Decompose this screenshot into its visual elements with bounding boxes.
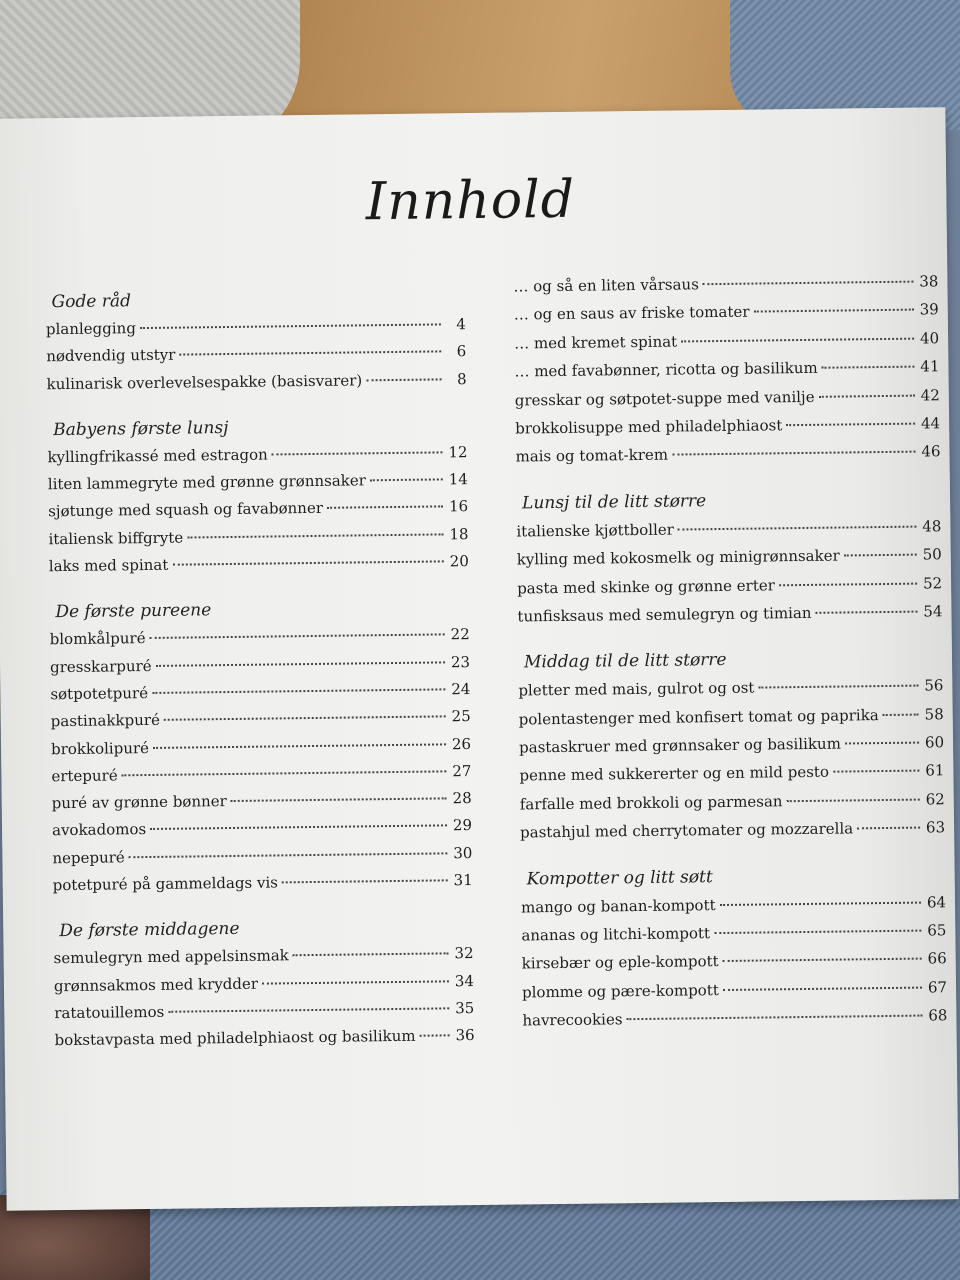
entry-page-number: 63 — [925, 818, 946, 837]
entry-label: ratatouillemos — [54, 1002, 165, 1023]
dot-leader — [678, 525, 917, 530]
entry-page-number: 66 — [927, 949, 947, 968]
dot-leader — [164, 716, 446, 721]
dot-leader — [720, 901, 921, 905]
toc-entry — [54, 1022, 474, 1054]
dot-leader — [883, 713, 919, 715]
entry-page-number: 62 — [925, 790, 945, 809]
section-heading: Lunsj til de litt større — [521, 490, 707, 514]
dot-leader — [156, 661, 445, 667]
toc-left-column — [45, 283, 475, 1073]
entry-page-number: 35 — [455, 998, 475, 1018]
toc-entry — [517, 597, 942, 631]
section-heading: Kompotter og litt søtt — [526, 866, 713, 890]
dot-leader — [152, 688, 445, 694]
dot-leader — [231, 798, 447, 803]
entry-label: blomkålpuré — [49, 629, 146, 649]
entry-label: … og en saus av friske tomater — [513, 303, 750, 324]
dot-leader — [150, 634, 445, 640]
dot-leader — [370, 479, 443, 482]
entry-page-number: 8 — [456, 369, 467, 388]
entry-label: polentastenger med konfisert tomat og paprika — [518, 705, 879, 729]
dot-leader — [153, 743, 446, 749]
section-heading: De første middagene — [59, 919, 240, 942]
section-heading: De første pureene — [55, 600, 212, 623]
toc-section — [513, 267, 940, 471]
entry-page-number: 40 — [919, 329, 940, 348]
dot-leader — [172, 560, 444, 565]
entry-label: ananas og litchi-kompott — [521, 924, 711, 945]
entry-label: pastinakkpuré — [50, 711, 161, 731]
dot-leader — [681, 337, 914, 342]
entry-page-number: 36 — [455, 1026, 475, 1045]
toc-section — [516, 484, 943, 631]
entry-label: pastaskruer med grønnsaker og basilikum — [518, 734, 841, 757]
dot-leader — [168, 1007, 449, 1012]
entry-label: laks med spinat — [48, 555, 169, 576]
dot-leader — [758, 685, 918, 689]
dot-leader — [672, 451, 915, 456]
dot-leader — [753, 309, 913, 313]
entry-label: sjøtunge med squash og favabønner — [48, 499, 324, 521]
toc-entry — [520, 814, 945, 848]
entry-label: havrecookies — [522, 1010, 623, 1030]
entry-page-number: 34 — [454, 971, 475, 990]
entry-page-number: 12 — [448, 442, 468, 462]
entry-page-number: 26 — [451, 734, 472, 753]
entry-page-number: 14 — [448, 470, 468, 489]
entry-label: … og så en liten vårsaus — [513, 275, 699, 296]
entry-label: avokadomos — [51, 820, 147, 840]
toc-entry — [53, 867, 473, 899]
entry-label: gresskar og søtpotet-suppe med vanilje — [514, 387, 815, 410]
book-page — [0, 107, 959, 1211]
entry-label: … med favabønner, ricotta og basilikum — [514, 358, 818, 381]
entry-label: tunfisksaus med semulegryn og timian — [517, 603, 812, 626]
entry-page-number: 32 — [454, 944, 474, 963]
entry-page-number: 44 — [920, 414, 941, 433]
entry-label: kulinarisk overlevelsespakke (basisvarer) — [46, 370, 363, 393]
entry-page-number: 65 — [927, 921, 947, 940]
entry-page-number: 29 — [452, 816, 473, 835]
dot-leader — [150, 825, 447, 831]
entry-label: semulegryn med appelsinsmak — [53, 946, 289, 968]
entry-label: italiensk biffgryte — [48, 528, 184, 548]
entry-label: pletter med mais, gulrot og ost — [518, 678, 755, 700]
entry-page-number: 48 — [922, 517, 942, 536]
entry-page-number: 22 — [450, 625, 470, 644]
entry-page-number: 50 — [922, 545, 942, 564]
entry-page-number: 56 — [924, 676, 944, 695]
entry-page-number: 20 — [449, 552, 469, 571]
entry-page-number: 28 — [452, 789, 472, 808]
entry-label: kylling med kokosmelk og minigrønnsaker — [516, 546, 840, 569]
dot-leader — [857, 827, 920, 830]
entry-page-number: 4 — [456, 315, 467, 334]
toc-entry — [515, 438, 940, 472]
dot-leader — [187, 533, 443, 538]
section-heading: Middag til de litt større — [523, 650, 727, 673]
entry-page-number: 61 — [925, 761, 945, 780]
entry-page-number: 38 — [919, 272, 939, 291]
entry-label: bokstavpasta med philadelphiaost og basilikum — [54, 1027, 416, 1050]
toc-entry — [49, 548, 469, 580]
entry-page-number: 39 — [919, 300, 939, 319]
entry-label: liten lammegryte med grønne grønnsaker — [47, 471, 366, 494]
entry-label: puré av grønne bønner — [51, 792, 227, 813]
dot-leader — [262, 980, 449, 984]
entry-label: kirsebær og eple-kompott — [521, 952, 719, 973]
entry-label: potetpuré på gammeldags vis — [52, 873, 279, 895]
entry-page-number: 31 — [453, 871, 473, 890]
dot-leader — [714, 930, 921, 935]
entry-page-number: 67 — [927, 978, 948, 997]
dot-leader — [420, 1035, 450, 1037]
toc-section — [521, 860, 948, 1035]
entry-label: brokkolipuré — [50, 738, 150, 758]
dot-leader — [723, 986, 922, 990]
dot-leader — [723, 958, 922, 962]
entry-label: mais og tomat-krem — [515, 445, 669, 466]
entry-label: brokkolisuppe med philadelphiaost — [515, 416, 783, 438]
entry-page-number: 42 — [920, 385, 940, 405]
entry-page-number: 6 — [456, 342, 467, 361]
entry-page-number: 46 — [921, 442, 941, 461]
entry-label: italienske kjøttboller — [516, 520, 674, 541]
dot-leader — [140, 323, 441, 329]
entry-label: grønnsakmos med krydder — [53, 974, 259, 995]
entry-label: pastahjul med cherrytomater og mozzarella — [520, 819, 854, 842]
entry-page-number: 18 — [449, 524, 469, 544]
entry-label: … med kremet spinat — [514, 332, 678, 353]
dot-leader — [779, 582, 917, 586]
entry-page-number: 64 — [926, 892, 947, 912]
dot-leader — [815, 611, 917, 614]
entry-page-number: 30 — [453, 843, 473, 863]
entry-page-number: 23 — [450, 652, 471, 671]
dot-leader — [844, 554, 917, 557]
page-title: Innhold — [365, 169, 576, 233]
toc-section — [45, 283, 466, 398]
dot-leader — [703, 281, 914, 286]
dot-leader — [786, 423, 915, 427]
dot-leader — [293, 953, 449, 957]
entry-page-number: 16 — [448, 497, 469, 516]
entry-page-number: 41 — [920, 357, 940, 376]
dot-leader — [129, 852, 448, 858]
toc-entry — [519, 700, 944, 734]
dot-leader — [822, 366, 915, 369]
dot-leader — [327, 506, 443, 509]
entry-page-number: 52 — [922, 573, 943, 593]
entry-page-number: 68 — [928, 1006, 948, 1025]
section-heading: Gode råd — [51, 291, 132, 313]
entry-label: planlegging — [45, 319, 136, 339]
entry-page-number: 58 — [924, 704, 944, 724]
toc-right-column — [513, 267, 948, 1053]
dot-leader — [272, 451, 443, 455]
toc-entry — [522, 1001, 947, 1035]
dot-leader — [626, 1015, 922, 1021]
toc-section — [518, 644, 945, 848]
dot-leader — [179, 351, 441, 356]
dot-leader — [366, 378, 441, 381]
dot-leader — [787, 798, 920, 802]
entry-label: farfalle med brokkoli og parmesan — [519, 792, 783, 814]
entry-label: ertepuré — [51, 766, 118, 786]
entry-label: nødvendig utstyr — [46, 345, 176, 366]
toc-section — [49, 593, 473, 899]
entry-page-number: 27 — [452, 761, 472, 781]
entry-label: pasta med skinke og grønne erter — [517, 575, 775, 598]
entry-label: mango og banan-kompott — [520, 895, 716, 917]
dot-leader — [818, 394, 914, 397]
entry-label: penne med sukkererter og en mild pesto — [519, 763, 830, 785]
entry-label: nepepuré — [52, 848, 125, 867]
entry-page-number: 60 — [924, 733, 945, 752]
entry-page-number: 54 — [923, 602, 943, 621]
toc-section — [47, 411, 469, 581]
section-heading: Babyens første lunsj — [53, 417, 229, 441]
entry-label: søtpotetpuré — [50, 683, 149, 704]
entry-label: plomme og pære-kompott — [521, 980, 719, 1002]
entry-label: gresskarpuré — [49, 656, 152, 676]
entry-page-number: 25 — [451, 707, 471, 726]
toc-section — [53, 912, 475, 1054]
dot-leader — [282, 879, 448, 883]
dot-leader — [845, 742, 919, 745]
entry-page-number: 24 — [451, 680, 471, 699]
dot-leader — [122, 770, 447, 776]
entry-label: kyllingfrikassé med estragon — [47, 445, 268, 467]
dot-leader — [833, 770, 919, 773]
toc-entry — [46, 366, 466, 398]
